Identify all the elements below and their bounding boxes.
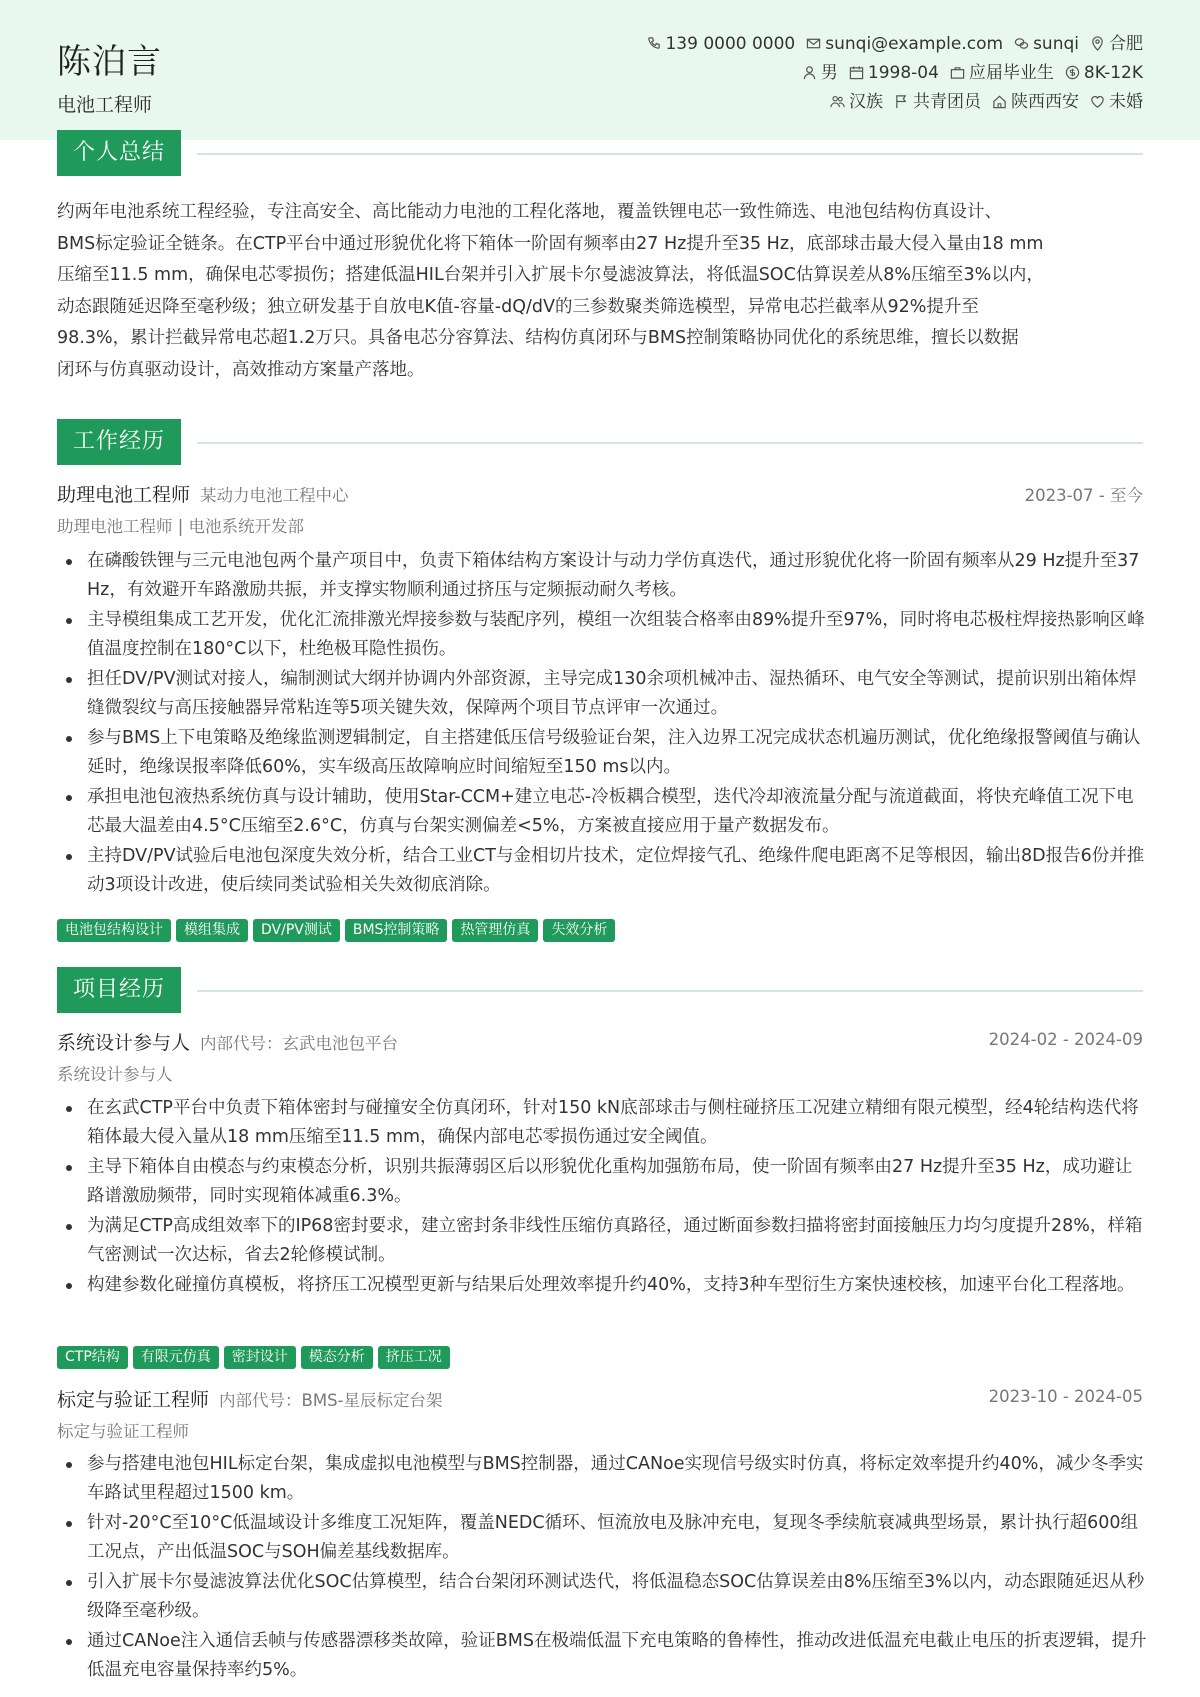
contact-text: 汉族 bbox=[849, 92, 883, 112]
bullet-item: 在磷酸铁锂与三元电池包两个量产项目中，负责下箱体结构方案设计与动力学仿真迭代，通过形貌优化将一阶固有频率从29 Hz提升至37 Hz，有效避开车路激励共振，并支撑实物顺利通过挤压与定频振动耐久考核。 bbox=[57, 547, 1147, 604]
skill-tag: 电池包结构设计 bbox=[57, 919, 171, 942]
job-date: 2023-07 - 至今 bbox=[1024, 486, 1143, 505]
section-summary-header bbox=[57, 130, 1143, 176]
briefcase-icon bbox=[950, 65, 965, 80]
section-divider bbox=[197, 153, 1143, 155]
summary-line: 动态跟随延迟降至毫秒级；独立研发基于自放电K值-容量-dQ/dV的三参数聚类筛选模型，异常电芯拦截率从92%提升至 bbox=[57, 296, 979, 317]
project-role: 标定与验证工程师 bbox=[57, 1389, 210, 1411]
contact-text: sunqi bbox=[1033, 34, 1079, 54]
bullet-item: 为满足CTP高成组效率下的IP68密封要求，建立密封条非线性压缩仿真路径，通过断面参数扫描将密封面接触压力均匀度提升28%，样箱气密测试一次达标，省去2轮修模试制。 bbox=[57, 1212, 1147, 1269]
project-title bbox=[57, 1028, 398, 1055]
contact-text: 合肥 bbox=[1109, 34, 1143, 54]
section-projects-header bbox=[57, 967, 1143, 1013]
section-divider bbox=[197, 442, 1143, 444]
contact-item bbox=[992, 88, 1079, 117]
section-title: 工作经历 bbox=[57, 419, 181, 465]
flag-icon bbox=[894, 94, 909, 109]
contact-row bbox=[635, 88, 1143, 117]
bullet-item: 主导模组集成工艺开发，优化汇流排激光焊接参数与装配序列，模组一次组装合格率由89%提升至97%，同时将电芯极柱焊接热影响区峰值温度控制在180°C以下，杜绝极耳隐性损伤。 bbox=[57, 606, 1147, 663]
contact-text: 共青团员 bbox=[913, 92, 981, 112]
people-icon bbox=[830, 94, 845, 109]
summary-text bbox=[57, 197, 1147, 386]
home-icon bbox=[992, 94, 1007, 109]
mail-icon bbox=[806, 36, 821, 51]
skill-tag: 密封设计 bbox=[224, 1346, 296, 1369]
skill-tag: 有限元仿真 bbox=[133, 1346, 219, 1369]
section-title: 项目经历 bbox=[57, 967, 181, 1013]
contact-item bbox=[849, 59, 939, 88]
contact-row bbox=[635, 59, 1143, 88]
summary-line: 压缩至11.5 mm，确保电芯零损伤；搭建低温HIL台架并引入扩展卡尔曼滤波算法，将低温SOC估算误差从8%压缩至3%以内， bbox=[57, 265, 1044, 285]
contact-info bbox=[635, 30, 1143, 117]
contact-item bbox=[1090, 88, 1143, 117]
project-subtitle: 系统设计参与人 bbox=[57, 1065, 173, 1084]
candidate-role: 电池工程师 bbox=[57, 94, 153, 116]
project-bullets bbox=[57, 1450, 1147, 1686]
project-date: 2023-10 - 2024-05 bbox=[988, 1387, 1143, 1406]
job-org: 某动力电池工程中心 bbox=[200, 486, 349, 505]
contact-text: 陕西西安 bbox=[1011, 92, 1079, 112]
salary-icon bbox=[1065, 65, 1080, 80]
contact-item bbox=[830, 88, 883, 117]
bullet-item: 主持DV/PV试验后电池包深度失效分析，结合工业CT与金相切片技术，定位焊接气孔、绝缘件爬电距离不足等根因，输出8D报告6份并推动3项设计改进，使后续同类试验相关失效彻底消除。 bbox=[57, 842, 1147, 899]
location-icon bbox=[1090, 36, 1105, 51]
summary-line: 闭环与仿真驱动设计，高效推动方案量产落地。 bbox=[57, 359, 425, 380]
bullet-item: 构建参数化碰撞仿真模板，将挤压工况模型更新与结果后处理效率提升约40%，支持3种车型衍生方案快速校核，加速平台化工程落地。 bbox=[57, 1271, 1147, 1300]
resume-header bbox=[0, 0, 1200, 140]
contact-text: sunqi@example.com bbox=[825, 34, 1004, 54]
bullet-item: 参与BMS上下电策略及绝缘监测逻辑制定，自主搭建低压信号级验证台架，注入边界工况完成状态机遍历测试，优化绝缘报警阈值与确认延时，绝缘误报率降低60%，实车级高压故障响应时间缩短至150 ms以内。 bbox=[57, 724, 1147, 781]
project-tags bbox=[57, 1346, 455, 1369]
project-title bbox=[57, 1385, 443, 1412]
summary-line: 98.3%，累计拦截异常电芯超1.2万只。具备电芯分容算法、结构仿真闭环与BMS控制策略协同优化的系统思维，擅长以数据 bbox=[57, 328, 1019, 348]
contact-text: 139 0000 0000 bbox=[665, 34, 796, 54]
summary-line: 约两年电池系统工程经验，专注高安全、高比能动力电池的工程化落地，覆盖铁锂电芯一致性筛选、电池包结构仿真设计、 bbox=[57, 202, 1002, 222]
job-title bbox=[57, 480, 349, 507]
project-role: 系统设计参与人 bbox=[57, 1032, 191, 1054]
section-title: 个人总结 bbox=[57, 130, 181, 176]
skill-tag: 失效分析 bbox=[543, 919, 615, 942]
contact-row bbox=[635, 30, 1143, 59]
job-tags bbox=[57, 919, 620, 942]
skill-tag: DV/PV测试 bbox=[253, 919, 340, 942]
calendar-icon bbox=[849, 65, 864, 80]
bullet-item: 引入扩展卡尔曼滤波算法优化SOC估算模型，结合台架闭环测试迭代，将低温稳态SOC估算误差由8%压缩至3%以内，动态跟随延迟从秒级降至毫秒级。 bbox=[57, 1568, 1147, 1625]
bullet-item: 针对-20°C至10°C低温域设计多维度工况矩阵，覆盖NEDC循环、恒流放电及脉冲充电，复现冬季续航衰减典型场景，累计执行超600组工况点，产出低温SOC与SOH偏差基线数据库。 bbox=[57, 1509, 1147, 1566]
contact-item bbox=[894, 88, 981, 117]
contact-item bbox=[806, 30, 1003, 59]
job-bullets bbox=[57, 547, 1147, 901]
candidate-name: 陈泊言 bbox=[57, 42, 162, 82]
skill-tag: BMS控制策略 bbox=[345, 919, 448, 942]
bullet-item: 参与搭建电池包HIL标定台架，集成虚拟电池模型与BMS控制器，通过CANoe实现信号级实时仿真，将标定效率提升约40%，减少冬季实车路试里程超过1500 km。 bbox=[57, 1450, 1147, 1507]
contact-item bbox=[802, 59, 838, 88]
skill-tag: CTP结构 bbox=[57, 1346, 128, 1369]
skill-tag: 模态分析 bbox=[301, 1346, 373, 1369]
summary-line: BMS标定验证全链条。在CTP平台中通过形貌优化将下箱体一阶固有频率由27 Hz提升至35 Hz，底部球击最大侵入量由18 mm bbox=[57, 233, 1044, 254]
contact-text: 8K-12K bbox=[1083, 63, 1143, 83]
contact-text: 1998-04 bbox=[867, 63, 939, 83]
user-icon bbox=[802, 65, 817, 80]
project-date: 2024-02 - 2024-09 bbox=[988, 1030, 1143, 1049]
bullet-item: 在玄武CTP平台中负责下箱体密封与碰撞安全仿真闭环，针对150 kN底部球击与侧柱碰挤压工况建立精细有限元模型，经4轮结构迭代将箱体最大侵入量从18 mm压缩至11.5 mm，确保内部电芯零损伤通过安全阈值。 bbox=[57, 1094, 1147, 1151]
phone-icon bbox=[646, 36, 661, 51]
contact-item bbox=[1014, 30, 1079, 59]
contact-text: 应届毕业生 bbox=[968, 63, 1054, 83]
project-bullets bbox=[57, 1094, 1147, 1302]
contact-item bbox=[950, 59, 1054, 88]
project-subtitle: 标定与验证工程师 bbox=[57, 1422, 189, 1441]
bullet-item: 通过CANoe注入通信丢帧与传感器漂移类故障，验证BMS在极端低温下充电策略的鲁棒性，推动改进低温充电截止电压的折衷逻辑，提升低温充电容量保持率约5%。 bbox=[57, 1627, 1147, 1684]
contact-text: 未婚 bbox=[1109, 92, 1143, 112]
section-work-header bbox=[57, 419, 1143, 465]
skill-tag: 挤压工况 bbox=[378, 1346, 450, 1369]
bullet-item: 承担电池包液热系统仿真与设计辅助，使用Star-CCM+建立电芯-冷板耦合模型，迭代冷却液流量分配与流道截面，将快充峰值工况下电芯最大温差由4.5°C压缩至2.6°C，仿真与台架实测偏差<5%，方案被直接应用于量产数据发布。 bbox=[57, 783, 1147, 840]
project-org: 内部代号：BMS-星辰标定台架 bbox=[219, 1391, 443, 1410]
section-divider bbox=[197, 990, 1143, 992]
wechat-icon bbox=[1014, 36, 1029, 51]
bullet-item: 担任DV/PV测试对接人，编制测试大纲并协调内外部资源，主导完成130余项机械冲击、湿热循环、电气安全等测试，提前识别出箱体焊缝微裂纹与高压接触器异常粘连等5项关键失效，保障两个项目节点评审一次通过。 bbox=[57, 665, 1147, 722]
job-position: 助理电池工程师 bbox=[57, 484, 191, 506]
bullet-item: 主导下箱体自由模态与约束模态分析，识别共振薄弱区后以形貌优化重构加强筋布局，使一阶固有频率由27 Hz提升至35 Hz，成功避让路谱激励频带，同时实现箱体减重6.3%。 bbox=[57, 1153, 1147, 1210]
contact-text: 男 bbox=[820, 63, 838, 83]
contact-item bbox=[1090, 30, 1143, 59]
heart-icon bbox=[1090, 94, 1105, 109]
contact-item bbox=[646, 30, 795, 59]
project-org: 内部代号：玄武电池包平台 bbox=[200, 1034, 399, 1053]
skill-tag: 模组集成 bbox=[176, 919, 248, 942]
job-subtitle: 助理电池工程师 | 电池系统开发部 bbox=[57, 517, 305, 536]
skill-tag: 热管理仿真 bbox=[452, 919, 538, 942]
contact-item bbox=[1065, 59, 1143, 88]
